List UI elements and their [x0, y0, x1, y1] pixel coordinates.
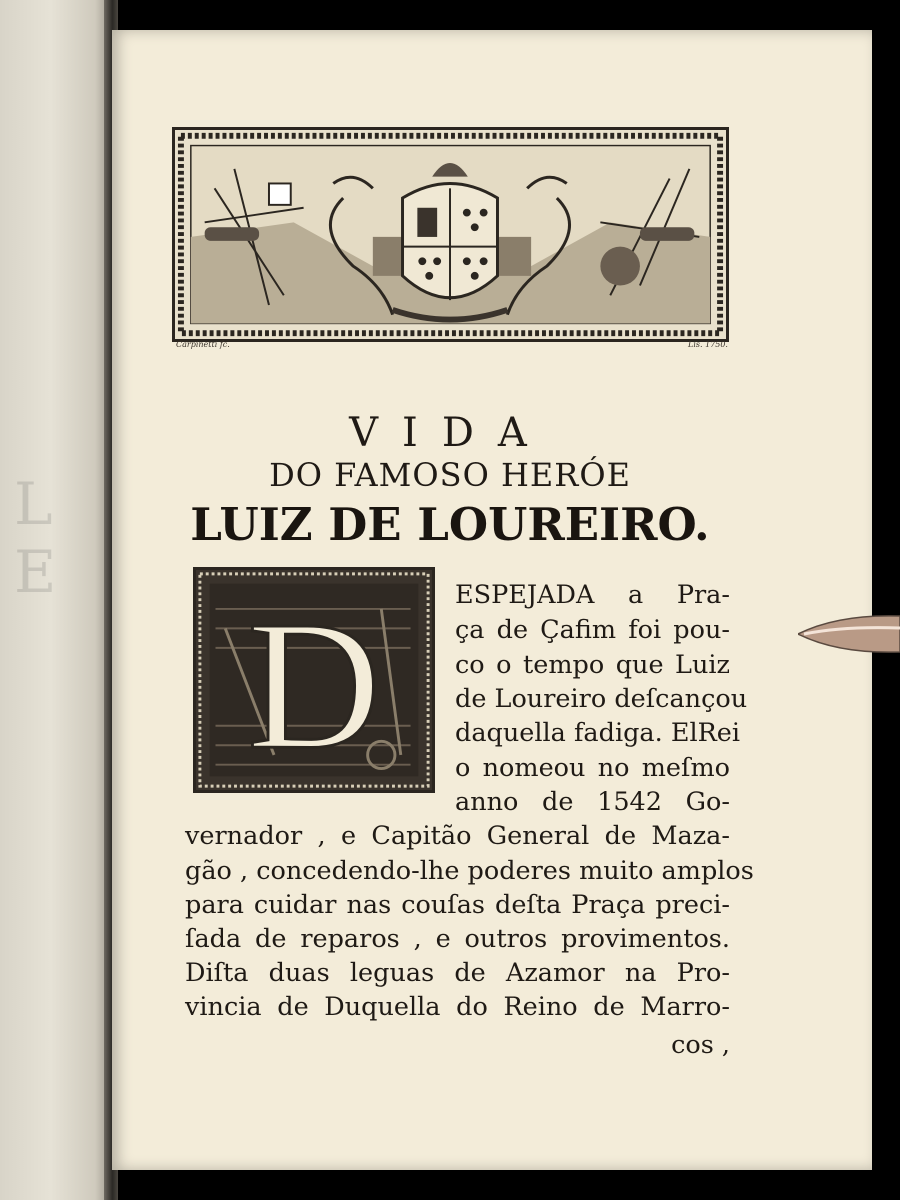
- body-line: vernador , e Capitão General de Maza-: [185, 821, 730, 851]
- title-line-1: VIDA: [349, 410, 551, 456]
- body-line: Diſta duas leguas de Azamor na Pro-: [185, 958, 730, 988]
- pointer-bookmark: [798, 612, 900, 656]
- body-line: para cuidar nas couſas deſta Praça preci-: [185, 890, 730, 920]
- body-line: de Loureiro deſcançou: [455, 684, 748, 714]
- bleed-through-glyphs: L E: [14, 470, 57, 606]
- body-line: anno de 1542 Go-: [455, 787, 730, 817]
- engraved-headpiece: [172, 127, 729, 342]
- body-line: vincia de Duquella do Reino de Marro-: [185, 992, 730, 1022]
- decorated-initial: [193, 567, 435, 793]
- body-line: co o tempo que Luiz: [455, 650, 730, 680]
- body-line: daquella fadiga. ElRei: [455, 718, 741, 748]
- date-credit: Lis. 1750.: [688, 340, 728, 349]
- body-line: ESPEJADA a Pra-: [455, 580, 730, 610]
- title-line-3: LUIZ DE LOUREIRO.: [190, 498, 710, 551]
- body-line: ça de Çafim foi pou-: [455, 615, 730, 645]
- title-line-2: DO FAMOSO HERÓE: [269, 456, 631, 494]
- initial-letter: D: [247, 583, 381, 789]
- engraver-credit: Carpinetti fc.: [176, 340, 230, 349]
- body-line: gão , concedendo-lhe poderes muito amplos: [185, 856, 754, 886]
- body-line: o nomeou no meſmo: [455, 753, 730, 783]
- body-line: ſada de reparos , e outros provimentos.: [185, 924, 730, 954]
- catchword: cos ,: [671, 1030, 730, 1060]
- left-page-edge: [0, 0, 112, 1200]
